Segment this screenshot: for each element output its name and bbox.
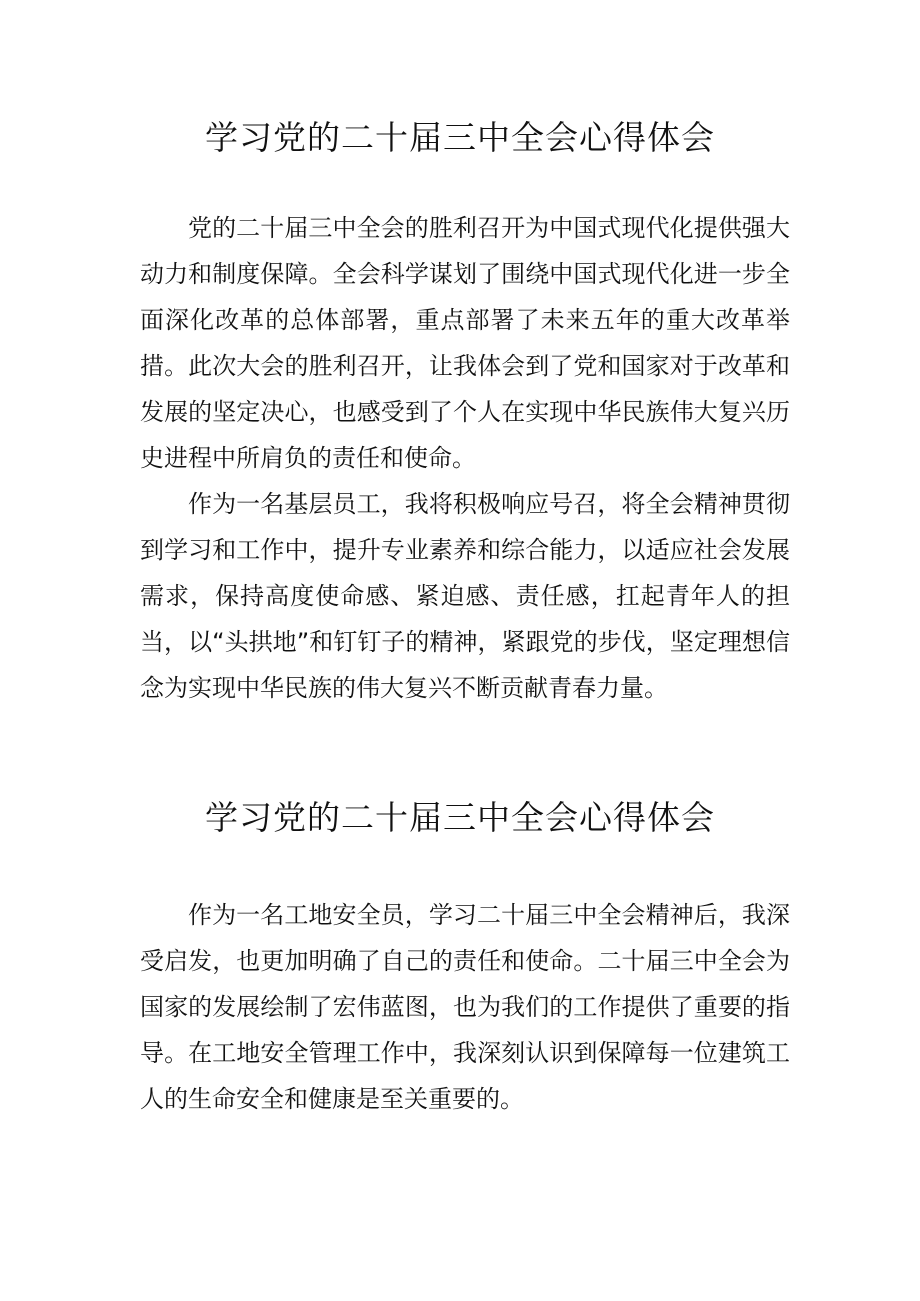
section-1-body (140, 205, 790, 711)
section-2-body (140, 892, 790, 1122)
section-1-paragraph-2: 作为一名基层员工，我将积极响应号召，将全会精神贯彻到学习和工作中，提升专业素养和综合能力，以适应社会发展需求，保持高度使命感、紧迫感、责任感，扛起青年人的担当，以“头拱地”和钉钉子的精神，紧跟党的步伐，坚定理想信念为实现中华民族的伟大复兴不断贡献青春力量。 (140, 490, 790, 702)
section-1-title: 学习党的二十届三中全会心得体会 (205, 118, 715, 157)
section-1-paragraph-1: 党的二十届三中全会的胜利召开为中国式现代化提供强大动力和制度保障。全会科学谋划了围绕中国式现代化进一步全面深化改革的总体部署，重点部署了未来五年的重大改革举措。此次大会的胜利召开，让我体会到了党和国家对于改革和发展的坚定决心，也感受到了个人在实现中华民族伟大复兴历史进程中所肩负的责任和使命。 (140, 214, 790, 472)
section-2-paragraph-1: 作为一名工地安全员，学习二十届三中全会精神后，我深受启发，也更加明确了自己的责任和使命。二十届三中全会为国家的发展绘制了宏伟蓝图，也为我们的工作提供了重要的指导。在工地安全管理工作中，我深刻认识到保障每一位建筑工人的生命安全和健康是至关重要的。 (140, 901, 790, 1113)
section-2-title: 学习党的二十届三中全会心得体会 (205, 798, 715, 837)
